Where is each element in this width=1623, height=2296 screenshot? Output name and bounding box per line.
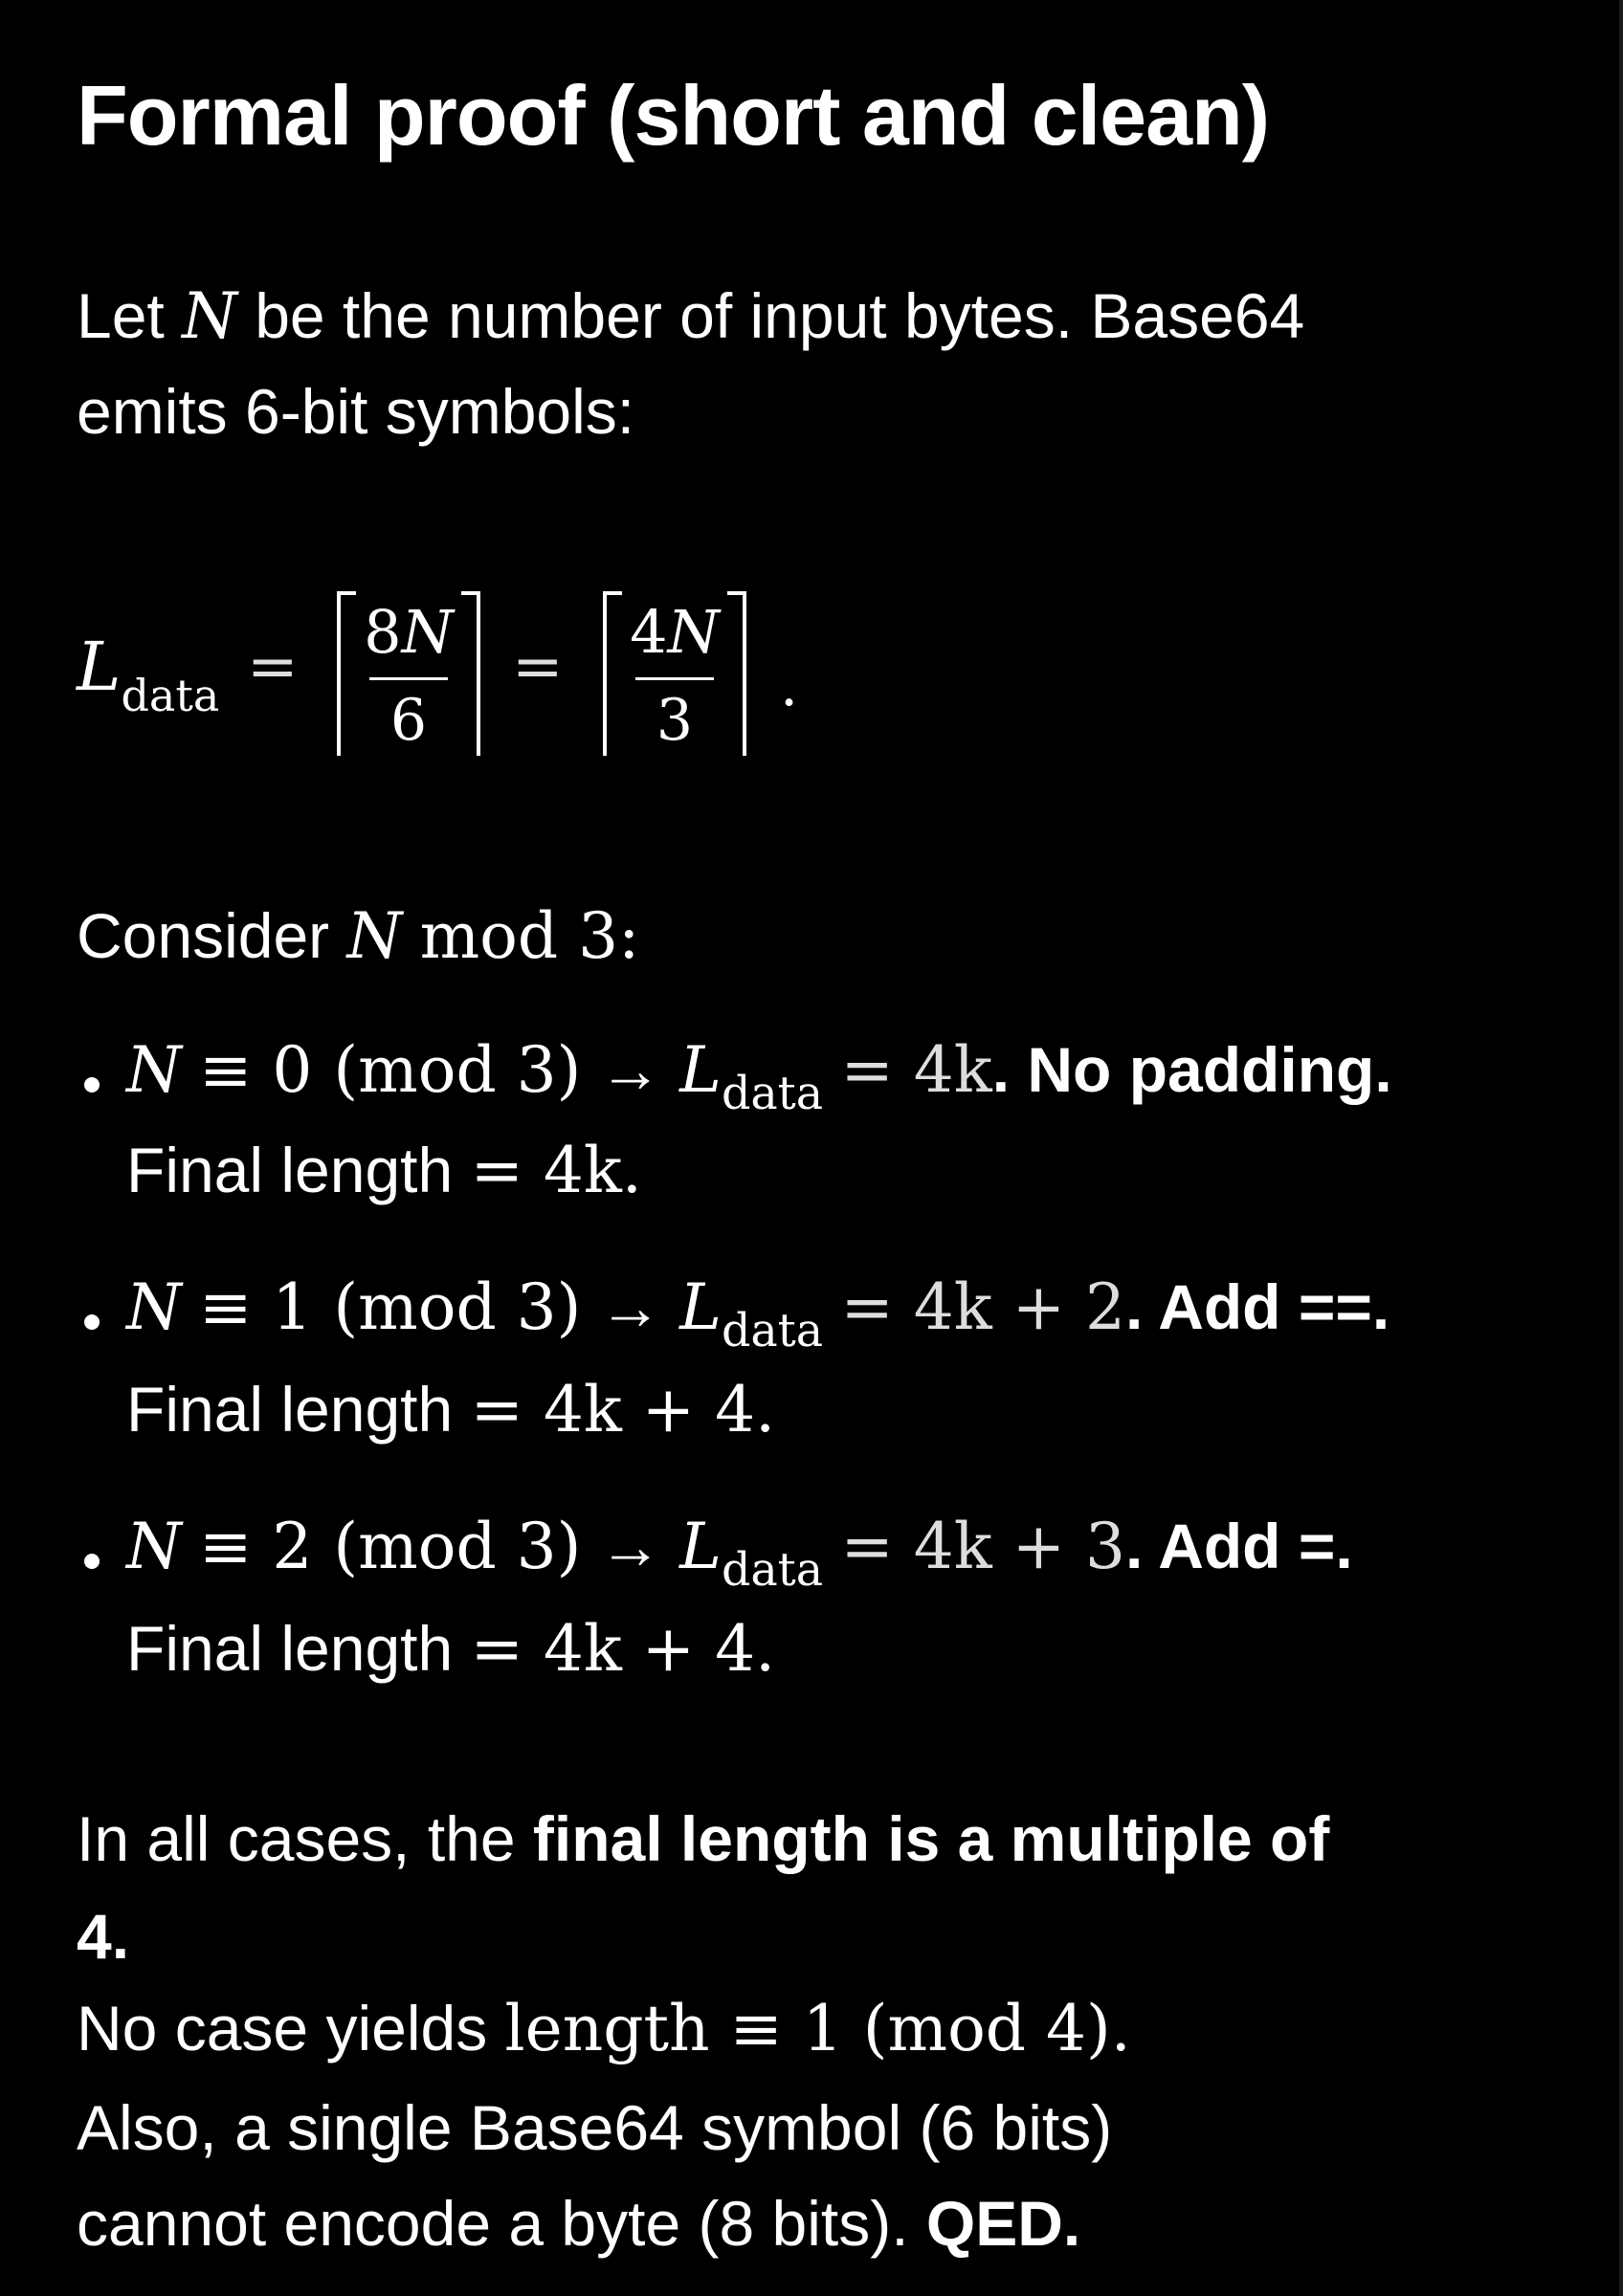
conclusion-text: cannot encode a byte (8 bits). bbox=[77, 2188, 926, 2259]
case-3-line bbox=[126, 1510, 1353, 1597]
arrow-icon: → bbox=[598, 1034, 662, 1105]
conclusion-emphasis: final length is a multiple of bbox=[532, 1803, 1330, 1874]
bullet-dot bbox=[84, 1314, 100, 1330]
case-l-sub: data bbox=[721, 1068, 824, 1121]
case-mod: (mod 3) bbox=[333, 1270, 582, 1344]
conclusion-math: length ≡ 1 (mod 4). bbox=[504, 1992, 1131, 2065]
fraction-numerator: 4N bbox=[630, 597, 720, 667]
display-equation bbox=[77, 584, 861, 756]
case-congruence: ≡ 2 bbox=[199, 1510, 313, 1583]
eq-lhs bbox=[77, 628, 220, 721]
ceil-fraction-1 bbox=[337, 591, 480, 752]
case-var: N bbox=[126, 1270, 182, 1344]
case-l-var: L bbox=[679, 1510, 722, 1583]
intro-text: Let bbox=[77, 280, 165, 351]
final-length-value: = 4k. bbox=[470, 1134, 642, 1207]
right-edge-border bbox=[1619, 0, 1623, 2296]
eq-equals-1: = bbox=[247, 631, 299, 702]
case-congruence: ≡ 1 bbox=[199, 1270, 313, 1344]
fraction-denominator: 3 bbox=[656, 687, 694, 754]
intro-line-2: emits 6-bit symbols: bbox=[77, 376, 635, 447]
conclusion-line-1 bbox=[77, 1802, 1329, 1875]
final-length-value: = 4k + 4. bbox=[470, 1373, 776, 1446]
case-rhs: = 4k + 3 bbox=[840, 1510, 1125, 1583]
case-rhs: = 4k + 2 bbox=[840, 1270, 1125, 1344]
case-var: N bbox=[126, 1510, 182, 1583]
consider-expr: mod 3: bbox=[419, 899, 640, 973]
conclusion-text: In all cases, the bbox=[77, 1803, 533, 1874]
eq-lhs-sub: data bbox=[121, 670, 220, 721]
case-1-line bbox=[126, 1033, 1392, 1120]
consider-var: N bbox=[346, 899, 403, 973]
case-rhs: = 4k bbox=[840, 1033, 992, 1107]
conclusion-line-5 bbox=[77, 2187, 1080, 2260]
conclusion-line-3 bbox=[77, 1992, 1131, 2065]
case-mod: (mod 3) bbox=[333, 1510, 582, 1583]
fraction-numerator: 8N bbox=[364, 597, 454, 667]
case-var: N bbox=[126, 1033, 182, 1107]
fraction-bar bbox=[369, 677, 448, 680]
final-length-label: Final length bbox=[126, 1374, 454, 1445]
final-length-label: Final length bbox=[126, 1135, 454, 1205]
var-n: N bbox=[182, 279, 237, 353]
case-l-sub: data bbox=[721, 1544, 824, 1598]
eq-lhs-var: L bbox=[77, 628, 122, 706]
intro-text: be the number of input bytes. Base64 bbox=[255, 280, 1305, 351]
case-1-final bbox=[126, 1134, 642, 1207]
bullet-dot bbox=[84, 1554, 100, 1569]
intro-line-1 bbox=[77, 279, 1304, 353]
case-l-var: L bbox=[679, 1270, 722, 1344]
case-l-sub: data bbox=[721, 1305, 824, 1358]
qed-label: QED. bbox=[925, 2188, 1081, 2259]
arrow-icon: → bbox=[598, 1271, 662, 1342]
bullet-dot bbox=[84, 1077, 100, 1093]
eq-equals-2: = bbox=[512, 631, 564, 702]
conclusion-text: No case yields bbox=[77, 1993, 488, 2064]
case-l-var: L bbox=[679, 1033, 722, 1107]
fraction-denominator: 6 bbox=[389, 687, 428, 754]
conclusion-line-4: Also, a single Base64 symbol (6 bits) bbox=[77, 2092, 1113, 2163]
case-note: . Add =. bbox=[1124, 1511, 1353, 1581]
case-3-final bbox=[126, 1612, 775, 1686]
final-length-label: Final length bbox=[126, 1613, 454, 1684]
consider-line bbox=[77, 899, 639, 973]
consider-label: Consider bbox=[77, 900, 330, 971]
case-2-line bbox=[126, 1270, 1390, 1358]
ceil-fraction-2 bbox=[603, 591, 746, 752]
conclusion-line-2: 4. bbox=[77, 1901, 130, 1972]
page-title: Formal proof (short and clean) bbox=[77, 68, 1270, 163]
case-mod: (mod 3) bbox=[333, 1033, 582, 1107]
arrow-icon: → bbox=[598, 1511, 662, 1581]
case-congruence: ≡ 0 bbox=[199, 1033, 313, 1107]
case-note: . No padding. bbox=[991, 1034, 1392, 1105]
case-2-final bbox=[126, 1373, 775, 1446]
final-length-value: = 4k + 4. bbox=[470, 1612, 776, 1686]
eq-period: . bbox=[780, 652, 799, 719]
case-note: . Add ==. bbox=[1124, 1271, 1390, 1342]
fraction-bar bbox=[635, 677, 714, 680]
